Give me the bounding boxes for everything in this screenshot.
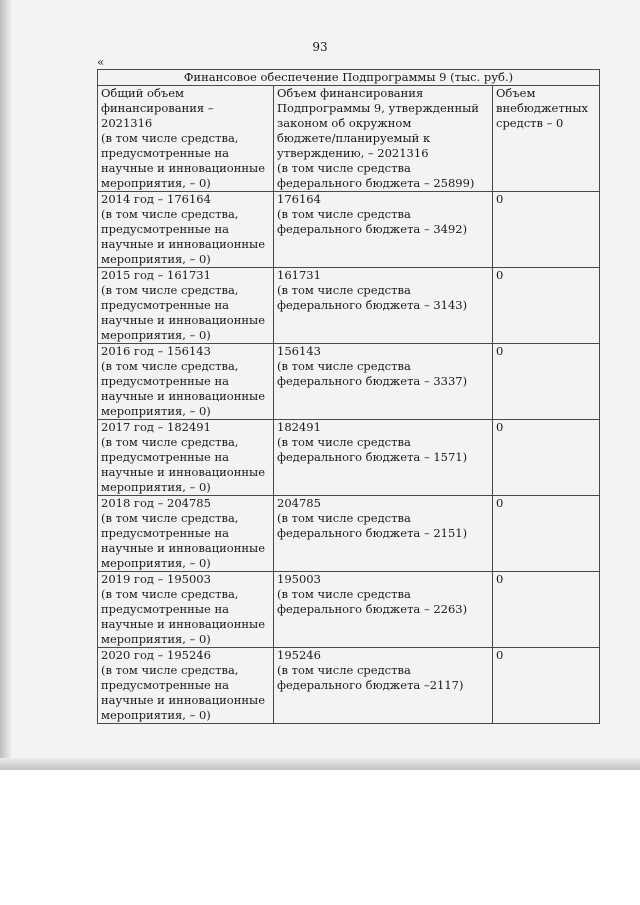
financing-table: [97, 69, 600, 724]
total-cell: 2016 год – 156143 (в том числе средства, предусмотренные на научные и инновационные мероприятия, – 0): [98, 344, 274, 420]
total-cell: 2017 год – 182491 (в том числе средства, предусмотренные на научные и инновационные мероприятия, – 0): [98, 420, 274, 496]
extrabudget-cell: 0: [493, 496, 600, 572]
total-cell: 2018 год – 204785 (в том числе средства, предусмотренные на научные и инновационные мероприятия, – 0): [98, 496, 274, 572]
approved-cell: 204785 (в том числе средства федерального бюджета – 2151): [274, 496, 493, 572]
header-extrabudget-cell: Объем внебюджетных средств – 0: [493, 86, 600, 192]
table-row: [98, 648, 600, 724]
table-row: [98, 268, 600, 344]
extrabudget-cell: 0: [493, 268, 600, 344]
table-header-row: [98, 86, 600, 192]
extrabudget-cell: 0: [493, 420, 600, 496]
page-number: 93: [312, 40, 328, 54]
approved-cell: 182491 (в том числе средства федерального бюджета – 1571): [274, 420, 493, 496]
table-row: [98, 344, 600, 420]
table-row: [98, 572, 600, 648]
approved-cell: 195003 (в том числе средства федерального бюджета – 2263): [274, 572, 493, 648]
table-row: [98, 420, 600, 496]
extrabudget-cell: 0: [493, 344, 600, 420]
approved-cell: 176164 (в том числе средства федерального бюджета – 3492): [274, 192, 493, 268]
approved-cell: 156143 (в том числе средства федерального бюджета – 3337): [274, 344, 493, 420]
extrabudget-cell: 0: [493, 648, 600, 724]
total-cell: 2019 год – 195003 (в том числе средства, предусмотренные на научные и инновационные мероприятия, – 0): [98, 572, 274, 648]
extrabudget-cell: 0: [493, 572, 600, 648]
opening-quote-mark: «: [97, 55, 105, 69]
table-title: Финансовое обеспечение Подпрограммы 9 (тыс. руб.): [98, 70, 600, 86]
approved-cell: 161731 (в том числе средства федерального бюджета – 3143): [274, 268, 493, 344]
table-row: [98, 496, 600, 572]
table-row: [98, 192, 600, 268]
approved-cell: 195246 (в том числе средства федерального бюджета –2117): [274, 648, 493, 724]
scan-bottom-edge: [0, 758, 640, 770]
total-cell: 2020 год – 195246 (в том числе средства, предусмотренные на научные и инновационные мероприятия, – 0): [98, 648, 274, 724]
extrabudget-cell: 0: [493, 192, 600, 268]
total-cell: 2015 год – 161731 (в том числе средства, предусмотренные на научные и инновационные мероприятия, – 0): [98, 268, 274, 344]
total-cell: 2014 год – 176164 (в том числе средства, предусмотренные на научные и инновационные мероприятия, – 0): [98, 192, 274, 268]
scan-left-edge: [0, 0, 12, 770]
header-approved-cell: Объем финансирования Подпрограммы 9, утвержденный законом об окружном бюджете/планируемый к утверждению, – 2021316 (в том числе средства федерального бюджета – 25899): [274, 86, 493, 192]
header-total-cell: Общий объем финансирования – 2021316 (в том числе средства, предусмотренные на научные и инновационные мероприятия, – 0): [98, 86, 274, 192]
